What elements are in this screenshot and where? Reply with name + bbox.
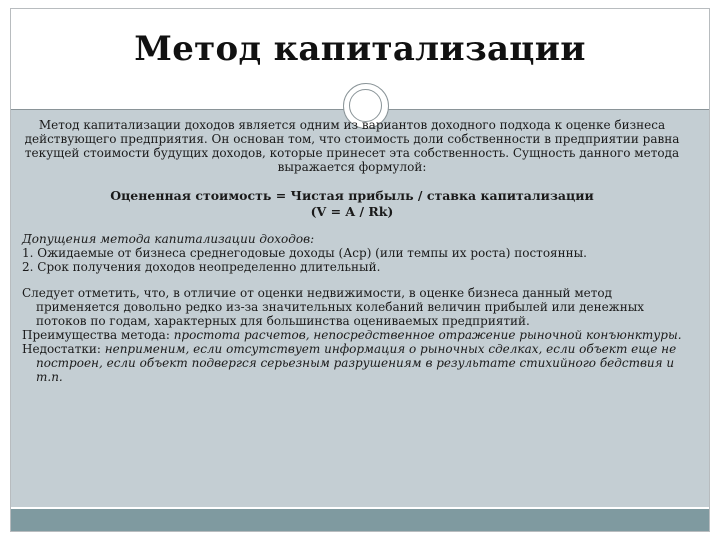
disadvantages-label: Недостатки: bbox=[22, 342, 105, 356]
formula bbox=[22, 188, 682, 220]
disadvantages-text: неприменим, если отсутствует информация о рыночных сделках, если объект еще не построен, если объект подвергся серьезным разрушениям в результате стихийного бедствия и т.п. bbox=[36, 342, 677, 384]
disadvantages-paragraph bbox=[22, 342, 682, 384]
slide-content bbox=[22, 118, 682, 384]
slide-title: Метод капитализации bbox=[134, 29, 586, 69]
assumption-2: 2. Срок получения доходов неопределенно длительный. bbox=[22, 260, 381, 274]
advantages-paragraph bbox=[22, 328, 682, 342]
formula-line-1: Оцененная стоимость = Чистая прибыль / ставка капитализации bbox=[110, 188, 594, 203]
advantages-label: Преимущества метода: bbox=[22, 328, 174, 342]
assumptions-heading bbox=[22, 232, 682, 246]
intro-paragraph: Метод капитализации доходов является одним из вариантов доходного подхода к оценке бизнеса действующего предприятия. Он основан том, что стоимость доли собственности в предприятии равна текущей стоимости будущих доходов, которые принесет эта собственность. Сущность данного метода выражается формулой: bbox=[24, 118, 680, 174]
bottom-bar bbox=[11, 509, 709, 531]
spacer bbox=[22, 274, 682, 286]
assumption-1: 1. Ожидаемые от бизнеса среднегодовые доходы (Аср) (или темпы их роста) постоянны. bbox=[22, 246, 587, 260]
note-paragraph: Следует отметить, что, в отличие от оценки недвижимости, в оценке бизнеса данный метод применяется довольно редко из-за значительных колебаний величин прибылей или денежных потоков по годам, характерных для большинства оцениваемых предприятий. bbox=[22, 286, 645, 328]
assumptions-heading-text: Допущения метода капитализации доходов: bbox=[22, 232, 315, 246]
advantages-text: простота расчетов, непосредственное отражение рыночной конъюнктуры. bbox=[173, 328, 682, 342]
formula-line-2: (V = A / Rk) bbox=[310, 204, 394, 219]
